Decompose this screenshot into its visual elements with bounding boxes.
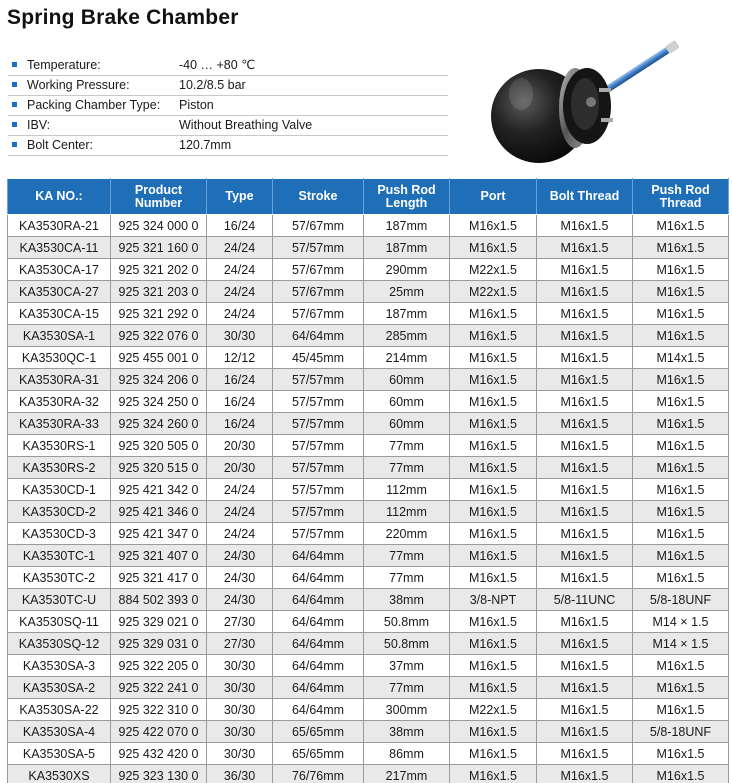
spec-value: 120.7mm	[179, 135, 448, 155]
table-cell: M16x1.5	[537, 721, 633, 743]
table-row	[8, 325, 729, 347]
table-cell: 925 421 346 0	[111, 501, 207, 523]
table-cell: 24/30	[207, 567, 273, 589]
table-cell: M16x1.5	[537, 567, 633, 589]
table-cell: 57/57mm	[273, 457, 364, 479]
table-cell: M16x1.5	[633, 435, 729, 457]
table-cell: M16x1.5	[450, 743, 537, 765]
table-row	[8, 413, 729, 435]
table-cell: 64/64mm	[273, 545, 364, 567]
spec-row	[8, 55, 448, 75]
table-cell: 64/64mm	[273, 655, 364, 677]
table-cell: 25mm	[364, 281, 450, 303]
table-cell: 187mm	[364, 303, 450, 325]
table-cell: M16x1.5	[633, 501, 729, 523]
spec-label: Temperature:	[27, 57, 101, 72]
table-cell: M16x1.5	[633, 413, 729, 435]
table-row	[8, 567, 729, 589]
table-cell: 77mm	[364, 677, 450, 699]
table-cell: M16x1.5	[633, 391, 729, 413]
table-cell: 30/30	[207, 699, 273, 721]
table-row	[8, 501, 729, 523]
table-cell: M16x1.5	[537, 677, 633, 699]
table-cell: M16x1.5	[537, 699, 633, 721]
table-cell: 12/12	[207, 347, 273, 369]
table-cell: 45/45mm	[273, 347, 364, 369]
column-header: Product Number	[111, 179, 207, 215]
table-cell: 285mm	[364, 325, 450, 347]
table-cell: 925 321 160 0	[111, 237, 207, 259]
spec-value: Without Breathing Valve	[179, 115, 448, 135]
table-cell: 925 324 250 0	[111, 391, 207, 413]
table-row	[8, 545, 729, 567]
table-cell: 60mm	[364, 369, 450, 391]
table-row	[8, 721, 729, 743]
table-cell: 30/30	[207, 677, 273, 699]
column-header: Push Rod Length	[364, 179, 450, 215]
table-cell: 20/30	[207, 435, 273, 457]
table-row	[8, 743, 729, 765]
table-cell: 57/57mm	[273, 413, 364, 435]
table-cell: 217mm	[364, 765, 450, 783]
table-cell: KA3530CD-1	[8, 479, 111, 501]
table-cell: KA3530XS	[8, 765, 111, 783]
table-cell: 925 329 031 0	[111, 633, 207, 655]
table-cell: 925 329 021 0	[111, 611, 207, 633]
table-cell: KA3530CA-27	[8, 281, 111, 303]
table-cell: 57/57mm	[273, 391, 364, 413]
table-row	[8, 347, 729, 369]
page-title: Spring Brake Chamber	[7, 6, 239, 29]
table-cell: M16x1.5	[450, 501, 537, 523]
table-cell: KA3530SA-1	[8, 325, 111, 347]
table-cell: KA3530RS-2	[8, 457, 111, 479]
table-cell: M16x1.5	[537, 237, 633, 259]
table-cell: M16x1.5	[537, 281, 633, 303]
table-cell: 64/64mm	[273, 611, 364, 633]
table-cell: 60mm	[364, 391, 450, 413]
table-cell: 290mm	[364, 259, 450, 281]
table-cell: M16x1.5	[633, 457, 729, 479]
table-cell: M16x1.5	[450, 765, 537, 783]
table-cell: M16x1.5	[450, 435, 537, 457]
table-cell: 38mm	[364, 721, 450, 743]
table-cell: 925 324 260 0	[111, 413, 207, 435]
table-row	[8, 699, 729, 721]
table-cell: 57/57mm	[273, 479, 364, 501]
table-cell: M14x1.5	[633, 347, 729, 369]
table-cell: KA3530SA-5	[8, 743, 111, 765]
table-cell: 3/8-NPT	[450, 589, 537, 611]
table-cell: KA3530CA-15	[8, 303, 111, 325]
table-cell: 884 502 393 0	[111, 589, 207, 611]
table-row	[8, 677, 729, 699]
table-cell: KA3530CA-17	[8, 259, 111, 281]
table-cell: 112mm	[364, 479, 450, 501]
table-row	[8, 435, 729, 457]
table-cell: M16x1.5	[633, 699, 729, 721]
table-cell: M16x1.5	[450, 545, 537, 567]
table-cell: 57/57mm	[273, 501, 364, 523]
table-cell: M16x1.5	[633, 215, 729, 237]
table-cell: KA3530SQ-12	[8, 633, 111, 655]
table-cell: M16x1.5	[633, 369, 729, 391]
table-cell: 76/76mm	[273, 765, 364, 783]
table-cell: M16x1.5	[537, 347, 633, 369]
table-cell: M16x1.5	[450, 633, 537, 655]
spec-row	[8, 135, 448, 155]
table-cell: M16x1.5	[537, 545, 633, 567]
table-cell: KA3530SA-3	[8, 655, 111, 677]
table-cell: 24/24	[207, 501, 273, 523]
spec-value: 10.2/8.5 bar	[179, 75, 448, 95]
table-cell: M16x1.5	[537, 215, 633, 237]
table-cell: 37mm	[364, 655, 450, 677]
square-bullet-icon	[12, 82, 17, 87]
table-cell: M16x1.5	[537, 303, 633, 325]
table-cell: M16x1.5	[633, 655, 729, 677]
table-cell: M16x1.5	[633, 765, 729, 783]
table-cell: M16x1.5	[633, 259, 729, 281]
table-cell: M16x1.5	[537, 479, 633, 501]
table-cell: 5/8-18UNF	[633, 721, 729, 743]
table-cell: 24/24	[207, 523, 273, 545]
table-cell: KA3530CD-2	[8, 501, 111, 523]
table-cell: 30/30	[207, 721, 273, 743]
table-cell: 925 320 505 0	[111, 435, 207, 457]
table-cell: 24/24	[207, 237, 273, 259]
spring-brake-chamber-image	[487, 28, 697, 168]
table-cell: KA3530SA-22	[8, 699, 111, 721]
table-row	[8, 259, 729, 281]
table-cell: M16x1.5	[450, 325, 537, 347]
table-cell: 925 320 515 0	[111, 457, 207, 479]
table-cell: M14 × 1.5	[633, 633, 729, 655]
square-bullet-icon	[12, 142, 17, 147]
table-cell: 24/24	[207, 281, 273, 303]
table-cell: 27/30	[207, 611, 273, 633]
table-cell: M16x1.5	[633, 567, 729, 589]
table-cell: M16x1.5	[537, 413, 633, 435]
table-cell: 64/64mm	[273, 633, 364, 655]
table-row	[8, 589, 729, 611]
spec-label: Working Pressure:	[27, 78, 130, 92]
column-header: Port	[450, 179, 537, 215]
table-cell: 925 322 076 0	[111, 325, 207, 347]
table-cell: 77mm	[364, 567, 450, 589]
table-cell: 24/24	[207, 259, 273, 281]
table-cell: 925 322 205 0	[111, 655, 207, 677]
table-cell: M22x1.5	[450, 699, 537, 721]
table-cell: M16x1.5	[633, 303, 729, 325]
table-cell: M16x1.5	[537, 523, 633, 545]
square-bullet-icon	[12, 102, 17, 107]
table-cell: M16x1.5	[450, 567, 537, 589]
table-cell: 24/30	[207, 545, 273, 567]
table-cell: M16x1.5	[537, 501, 633, 523]
table-row	[8, 215, 729, 237]
table-row	[8, 237, 729, 259]
spec-row	[8, 115, 448, 135]
table-cell: M16x1.5	[450, 413, 537, 435]
table-cell: M16x1.5	[633, 479, 729, 501]
table-cell: 925 323 130 0	[111, 765, 207, 783]
table-cell: 65/65mm	[273, 721, 364, 743]
table-cell: M16x1.5	[537, 391, 633, 413]
table-row	[8, 765, 729, 783]
table-cell: KA3530TC-U	[8, 589, 111, 611]
table-cell: M16x1.5	[537, 457, 633, 479]
column-header: Type	[207, 179, 273, 215]
table-cell: 925 321 292 0	[111, 303, 207, 325]
table-cell: M16x1.5	[633, 325, 729, 347]
table-cell: 16/24	[207, 391, 273, 413]
table-cell: KA3530RA-21	[8, 215, 111, 237]
table-cell: M16x1.5	[450, 237, 537, 259]
table-cell: 38mm	[364, 589, 450, 611]
table-cell: 925 321 417 0	[111, 567, 207, 589]
table-cell: M22x1.5	[450, 281, 537, 303]
table-cell: 64/64mm	[273, 589, 364, 611]
table-row	[8, 303, 729, 325]
table-cell: 57/67mm	[273, 281, 364, 303]
table-row	[8, 611, 729, 633]
table-cell: 925 421 342 0	[111, 479, 207, 501]
table-cell: 64/64mm	[273, 677, 364, 699]
table-cell: KA3530TC-1	[8, 545, 111, 567]
table-cell: M22x1.5	[450, 259, 537, 281]
table-cell: M16x1.5	[450, 611, 537, 633]
table-row	[8, 369, 729, 391]
table-cell: KA3530TC-2	[8, 567, 111, 589]
table-cell: 925 322 310 0	[111, 699, 207, 721]
table-cell: 220mm	[364, 523, 450, 545]
spec-row	[8, 95, 448, 115]
table-cell: 24/24	[207, 479, 273, 501]
table-cell: 112mm	[364, 501, 450, 523]
table-cell: 57/67mm	[273, 259, 364, 281]
table-cell: 16/24	[207, 413, 273, 435]
table-cell: 187mm	[364, 237, 450, 259]
table-cell: M16x1.5	[450, 215, 537, 237]
table-cell: 925 321 203 0	[111, 281, 207, 303]
table-cell: M16x1.5	[537, 633, 633, 655]
table-cell: KA3530RA-33	[8, 413, 111, 435]
column-header: KA NO.:	[8, 179, 111, 215]
table-cell: 65/65mm	[273, 743, 364, 765]
table-cell: M16x1.5	[450, 303, 537, 325]
table-cell: 16/24	[207, 369, 273, 391]
table-row	[8, 457, 729, 479]
table-cell: KA3530RA-31	[8, 369, 111, 391]
table-cell: 5/8-18UNF	[633, 589, 729, 611]
table-cell: KA3530SQ-11	[8, 611, 111, 633]
table-cell: 64/64mm	[273, 699, 364, 721]
table-cell: 24/24	[207, 303, 273, 325]
table-cell: 925 421 347 0	[111, 523, 207, 545]
product-table	[7, 178, 729, 783]
spec-list	[8, 55, 448, 156]
table-cell: 57/57mm	[273, 237, 364, 259]
table-row	[8, 281, 729, 303]
table-cell: KA3530QC-1	[8, 347, 111, 369]
spec-label: Bolt Center:	[27, 138, 94, 152]
table-cell: M16x1.5	[537, 765, 633, 783]
table-cell: 57/57mm	[273, 435, 364, 457]
table-cell: M16x1.5	[633, 237, 729, 259]
table-cell: 77mm	[364, 545, 450, 567]
table-cell: 57/57mm	[273, 523, 364, 545]
table-cell: 925 455 001 0	[111, 347, 207, 369]
table-cell: KA3530SA-4	[8, 721, 111, 743]
table-cell: M16x1.5	[450, 391, 537, 413]
table-row	[8, 479, 729, 501]
table-cell: 300mm	[364, 699, 450, 721]
spec-label: IBV:	[27, 118, 51, 132]
table-cell: 57/57mm	[273, 369, 364, 391]
table-cell: M16x1.5	[537, 435, 633, 457]
table-cell: M16x1.5	[537, 655, 633, 677]
table-cell: 16/24	[207, 215, 273, 237]
table-cell: M16x1.5	[633, 677, 729, 699]
table-cell: 5/8-11UNC	[537, 589, 633, 611]
table-cell: 50.8mm	[364, 611, 450, 633]
table-cell: 925 324 000 0	[111, 215, 207, 237]
table-cell: M16x1.5	[537, 325, 633, 347]
table-cell: 57/67mm	[273, 215, 364, 237]
table-cell: M16x1.5	[537, 611, 633, 633]
column-header: Push Rod Thread	[633, 179, 729, 215]
table-row	[8, 391, 729, 413]
spec-value: -40 … +80 ℃	[179, 55, 448, 75]
table-cell: M16x1.5	[633, 743, 729, 765]
table-cell: M16x1.5	[450, 655, 537, 677]
table-cell: 57/67mm	[273, 303, 364, 325]
table-cell: KA3530CA-11	[8, 237, 111, 259]
table-cell: M16x1.5	[450, 677, 537, 699]
table-cell: M14 × 1.5	[633, 611, 729, 633]
table-cell: 30/30	[207, 743, 273, 765]
table-cell: KA3530RS-1	[8, 435, 111, 457]
table-cell: 30/30	[207, 325, 273, 347]
table-cell: 27/30	[207, 633, 273, 655]
table-row	[8, 655, 729, 677]
spec-label: Packing Chamber Type:	[27, 98, 161, 112]
table-cell: 64/64mm	[273, 325, 364, 347]
table-cell: 925 321 202 0	[111, 259, 207, 281]
table-cell: KA3530SA-2	[8, 677, 111, 699]
column-header: Bolt Thread	[537, 179, 633, 215]
table-cell: 925 322 241 0	[111, 677, 207, 699]
table-cell: 50.8mm	[364, 633, 450, 655]
table-cell: M16x1.5	[450, 457, 537, 479]
table-cell: M16x1.5	[450, 369, 537, 391]
table-cell: M16x1.5	[537, 259, 633, 281]
table-cell: 64/64mm	[273, 567, 364, 589]
table-cell: M16x1.5	[537, 743, 633, 765]
table-cell: 214mm	[364, 347, 450, 369]
table-cell: 24/30	[207, 589, 273, 611]
table-cell: M16x1.5	[450, 479, 537, 501]
column-header: Stroke	[273, 179, 364, 215]
table-cell: 86mm	[364, 743, 450, 765]
table-cell: M16x1.5	[633, 281, 729, 303]
table-cell: KA3530RA-32	[8, 391, 111, 413]
table-cell: 925 321 407 0	[111, 545, 207, 567]
table-cell: 925 422 070 0	[111, 721, 207, 743]
table-cell: M16x1.5	[450, 523, 537, 545]
spec-row	[8, 75, 448, 95]
table-cell: M16x1.5	[450, 721, 537, 743]
table-cell: 925 432 420 0	[111, 743, 207, 765]
table-cell: M16x1.5	[537, 369, 633, 391]
table-cell: 77mm	[364, 457, 450, 479]
square-bullet-icon	[12, 62, 17, 67]
table-cell: KA3530CD-3	[8, 523, 111, 545]
table-cell: M16x1.5	[450, 347, 537, 369]
table-cell: 30/30	[207, 655, 273, 677]
table-cell: 187mm	[364, 215, 450, 237]
table-cell: 60mm	[364, 413, 450, 435]
table-row	[8, 523, 729, 545]
square-bullet-icon	[12, 122, 17, 127]
table-cell: 20/30	[207, 457, 273, 479]
table-cell: M16x1.5	[633, 545, 729, 567]
table-cell: 36/30	[207, 765, 273, 783]
spec-value: Piston	[179, 95, 448, 115]
table-cell: 925 324 206 0	[111, 369, 207, 391]
table-row	[8, 633, 729, 655]
table-cell: 77mm	[364, 435, 450, 457]
table-cell: M16x1.5	[633, 523, 729, 545]
